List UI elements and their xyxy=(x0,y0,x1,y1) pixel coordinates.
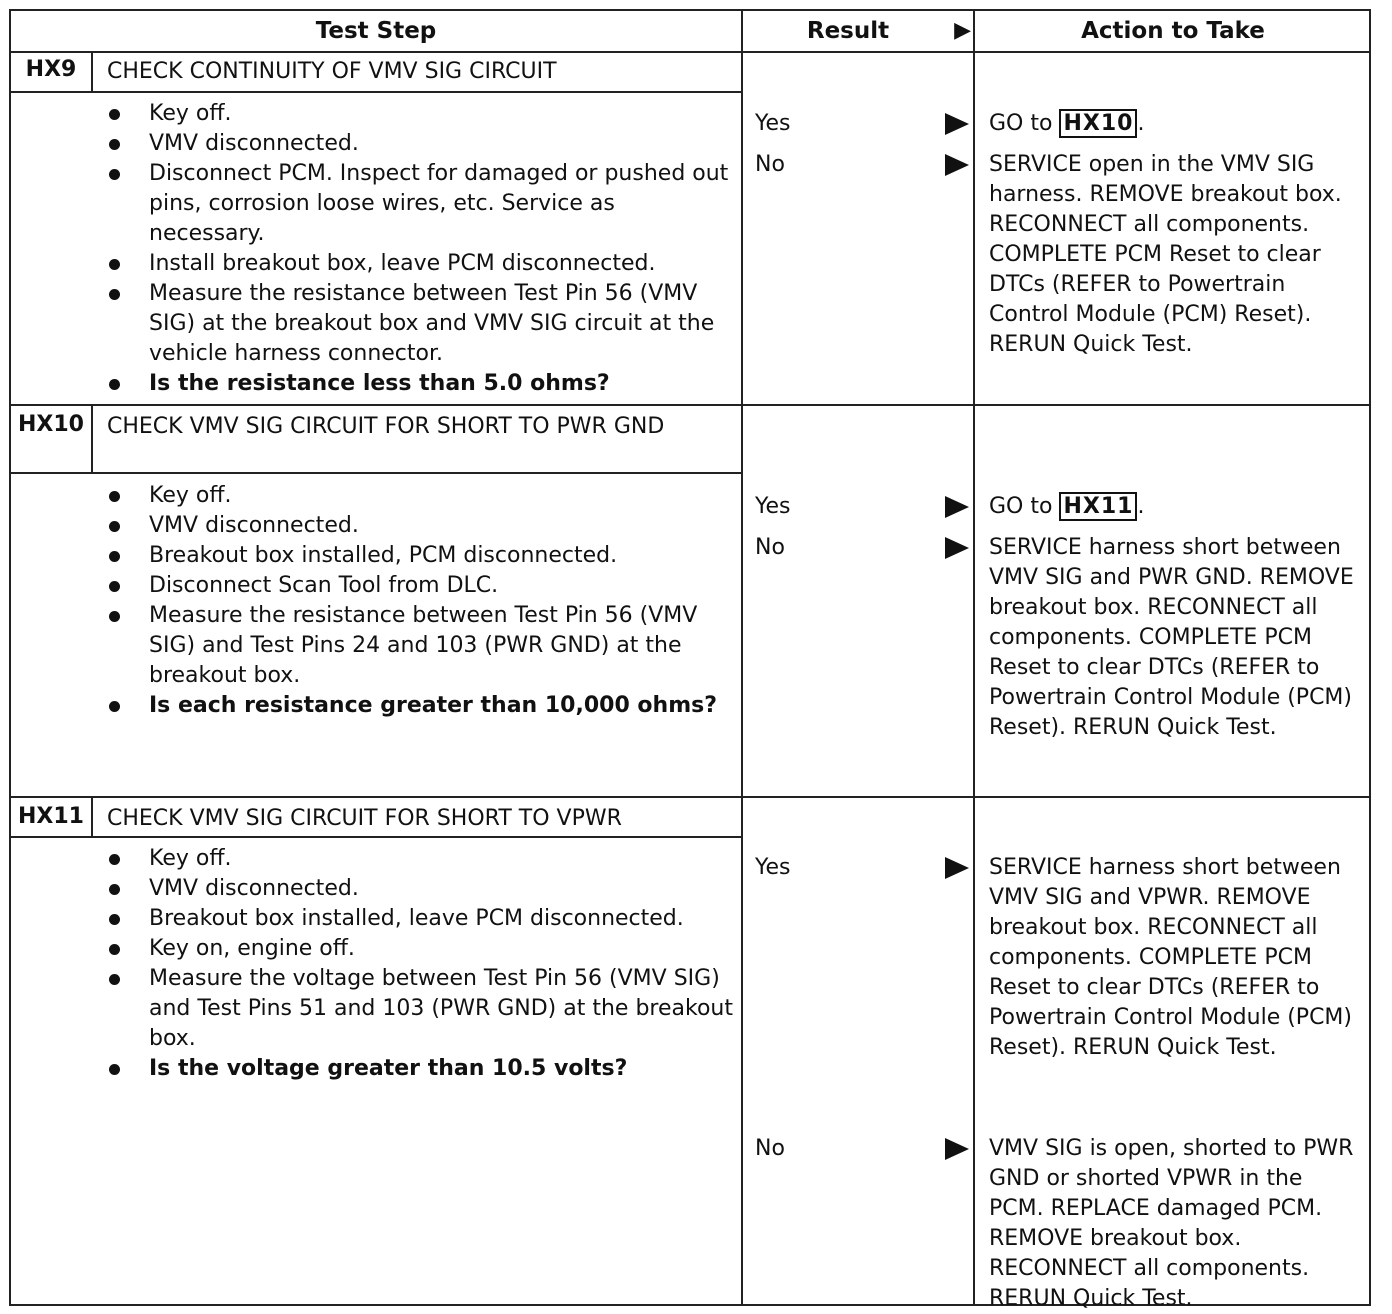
step-title-bar xyxy=(11,798,741,838)
result-yes: Yes xyxy=(755,111,791,136)
list-item: Disconnect Scan Tool from DLC. xyxy=(107,571,737,601)
bullet-icon xyxy=(109,169,120,180)
result-no: No xyxy=(755,152,785,177)
ref-hx11[interactable]: HX11 xyxy=(1059,492,1137,521)
result-no: No xyxy=(755,1136,785,1161)
action-no: VMV SIG is open, shorted to PWR GND or shorted VPWR in the PCM. REPLACE damaged PCM. REMOVE breakout box. RECONNECT all components. RERUN Quick Test. xyxy=(989,1136,1354,1311)
arrow-right-icon xyxy=(945,496,969,518)
header-test-step: Test Step xyxy=(315,18,437,44)
list-item: Breakout box installed, PCM disconnected. xyxy=(107,541,737,571)
table-header xyxy=(11,11,1369,53)
step-code: HX9 xyxy=(11,51,93,91)
bullet-icon xyxy=(109,581,120,592)
list-item: Install breakout box, leave PCM disconnected. xyxy=(107,249,737,279)
bullet-icon xyxy=(109,259,120,270)
arrow-right-icon xyxy=(945,1138,969,1160)
list-item: Key off. xyxy=(107,99,737,129)
bullet-icon xyxy=(109,611,120,622)
list-item: Disconnect PCM. Inspect for damaged or pushed out pins, corrosion loose wires, etc. Service as necessary. xyxy=(107,159,737,249)
result-yes: Yes xyxy=(755,494,791,519)
step-code: HX11 xyxy=(11,798,93,836)
section-hx10 xyxy=(11,404,1369,796)
step-list xyxy=(107,844,737,1084)
bullet-icon xyxy=(109,551,120,562)
list-item: VMV disconnected. xyxy=(107,511,737,541)
arrow-right-icon xyxy=(945,154,969,176)
action-yes: SERVICE harness short between VMV SIG and VPWR. REMOVE breakout box. RECONNECT all components. COMPLETE PCM Reset to clear DTCs (REFER to Powertrain Control Module (PCM) Reset). RERUN Quick Test. xyxy=(989,855,1352,1060)
bullet-icon xyxy=(109,944,120,955)
header-result xyxy=(741,11,975,51)
bullet-icon xyxy=(109,974,120,985)
action-yes: GO to HX11 . xyxy=(989,494,1145,519)
arrow-right-icon xyxy=(945,537,969,559)
step-code: HX10 xyxy=(11,406,93,472)
bullet-icon xyxy=(109,379,120,390)
list-item: Measure the resistance between Test Pin 56 (VMV SIG) and Test Pins 24 and 103 (PWR GND) at the breakout box. xyxy=(107,601,737,691)
step-title: CHECK VMV SIG CIRCUIT FOR SHORT TO PWR GND xyxy=(107,414,665,439)
bullet-icon xyxy=(109,289,120,300)
list-item: Measure the voltage between Test Pin 56 (VMV SIG) and Test Pins 51 and 103 (PWR GND) at the breakout box. xyxy=(107,964,737,1054)
step-title: CHECK VMV SIG CIRCUIT FOR SHORT TO VPWR xyxy=(107,806,622,831)
step-question: Is each resistance greater than 10,000 ohms? xyxy=(107,691,737,721)
step-title: CHECK CONTINUITY OF VMV SIG CIRCUIT xyxy=(107,59,557,84)
step-list xyxy=(107,99,737,399)
section-hx11 xyxy=(11,796,1369,1311)
list-item: Measure the resistance between Test Pin 56 (VMV SIG) at the breakout box and VMV SIG circuit at the vehicle harness connector. xyxy=(107,279,737,369)
action-no: SERVICE harness short between VMV SIG and PWR GND. REMOVE breakout box. RECONNECT all components. COMPLETE PCM Reset to clear DTCs (REFER to Powertrain Control Module (PCM) Reset). RERUN Quick Test. xyxy=(989,535,1354,740)
bullet-icon xyxy=(109,491,120,502)
result-yes: Yes xyxy=(755,855,791,880)
step-list xyxy=(107,481,737,721)
step-title-bar xyxy=(11,406,741,474)
test-procedure-table xyxy=(9,9,1371,1311)
header-action: Action to Take xyxy=(973,11,1371,51)
arrow-right-icon xyxy=(945,857,969,879)
header-arrow-icon: ▶ xyxy=(954,18,971,43)
bullet-icon xyxy=(109,521,120,532)
step-question: Is the resistance less than 5.0 ohms? xyxy=(107,369,737,399)
list-item: Key off. xyxy=(107,481,737,511)
result-no: No xyxy=(755,535,785,560)
list-item: Key on, engine off. xyxy=(107,934,737,964)
bullet-icon xyxy=(109,854,120,865)
action-no: SERVICE open in the VMV SIG harness. REMOVE breakout box. RECONNECT all components. COMPLETE PCM Reset to clear DTCs (REFER to Powertrain Control Module (PCM) Reset). RERUN Quick Test. xyxy=(989,152,1342,357)
section-hx9 xyxy=(11,51,1369,404)
bullet-icon xyxy=(109,884,120,895)
list-item: VMV disconnected. xyxy=(107,874,737,904)
ref-hx10[interactable]: HX10 xyxy=(1059,109,1137,138)
step-question: Is the voltage greater than 10.5 volts? xyxy=(107,1054,737,1084)
header-result-label: Result xyxy=(806,18,890,44)
arrow-right-icon xyxy=(945,113,969,135)
list-item: Key off. xyxy=(107,844,737,874)
action-yes: GO to HX10 . xyxy=(989,111,1145,136)
bullet-icon xyxy=(109,701,120,712)
bullet-icon xyxy=(109,139,120,150)
bullet-icon xyxy=(109,1064,120,1075)
bullet-icon xyxy=(109,109,120,120)
bullet-icon xyxy=(109,914,120,925)
list-item: VMV disconnected. xyxy=(107,129,737,159)
step-title-bar xyxy=(11,51,741,93)
list-item: Breakout box installed, leave PCM disconnected. xyxy=(107,904,737,934)
